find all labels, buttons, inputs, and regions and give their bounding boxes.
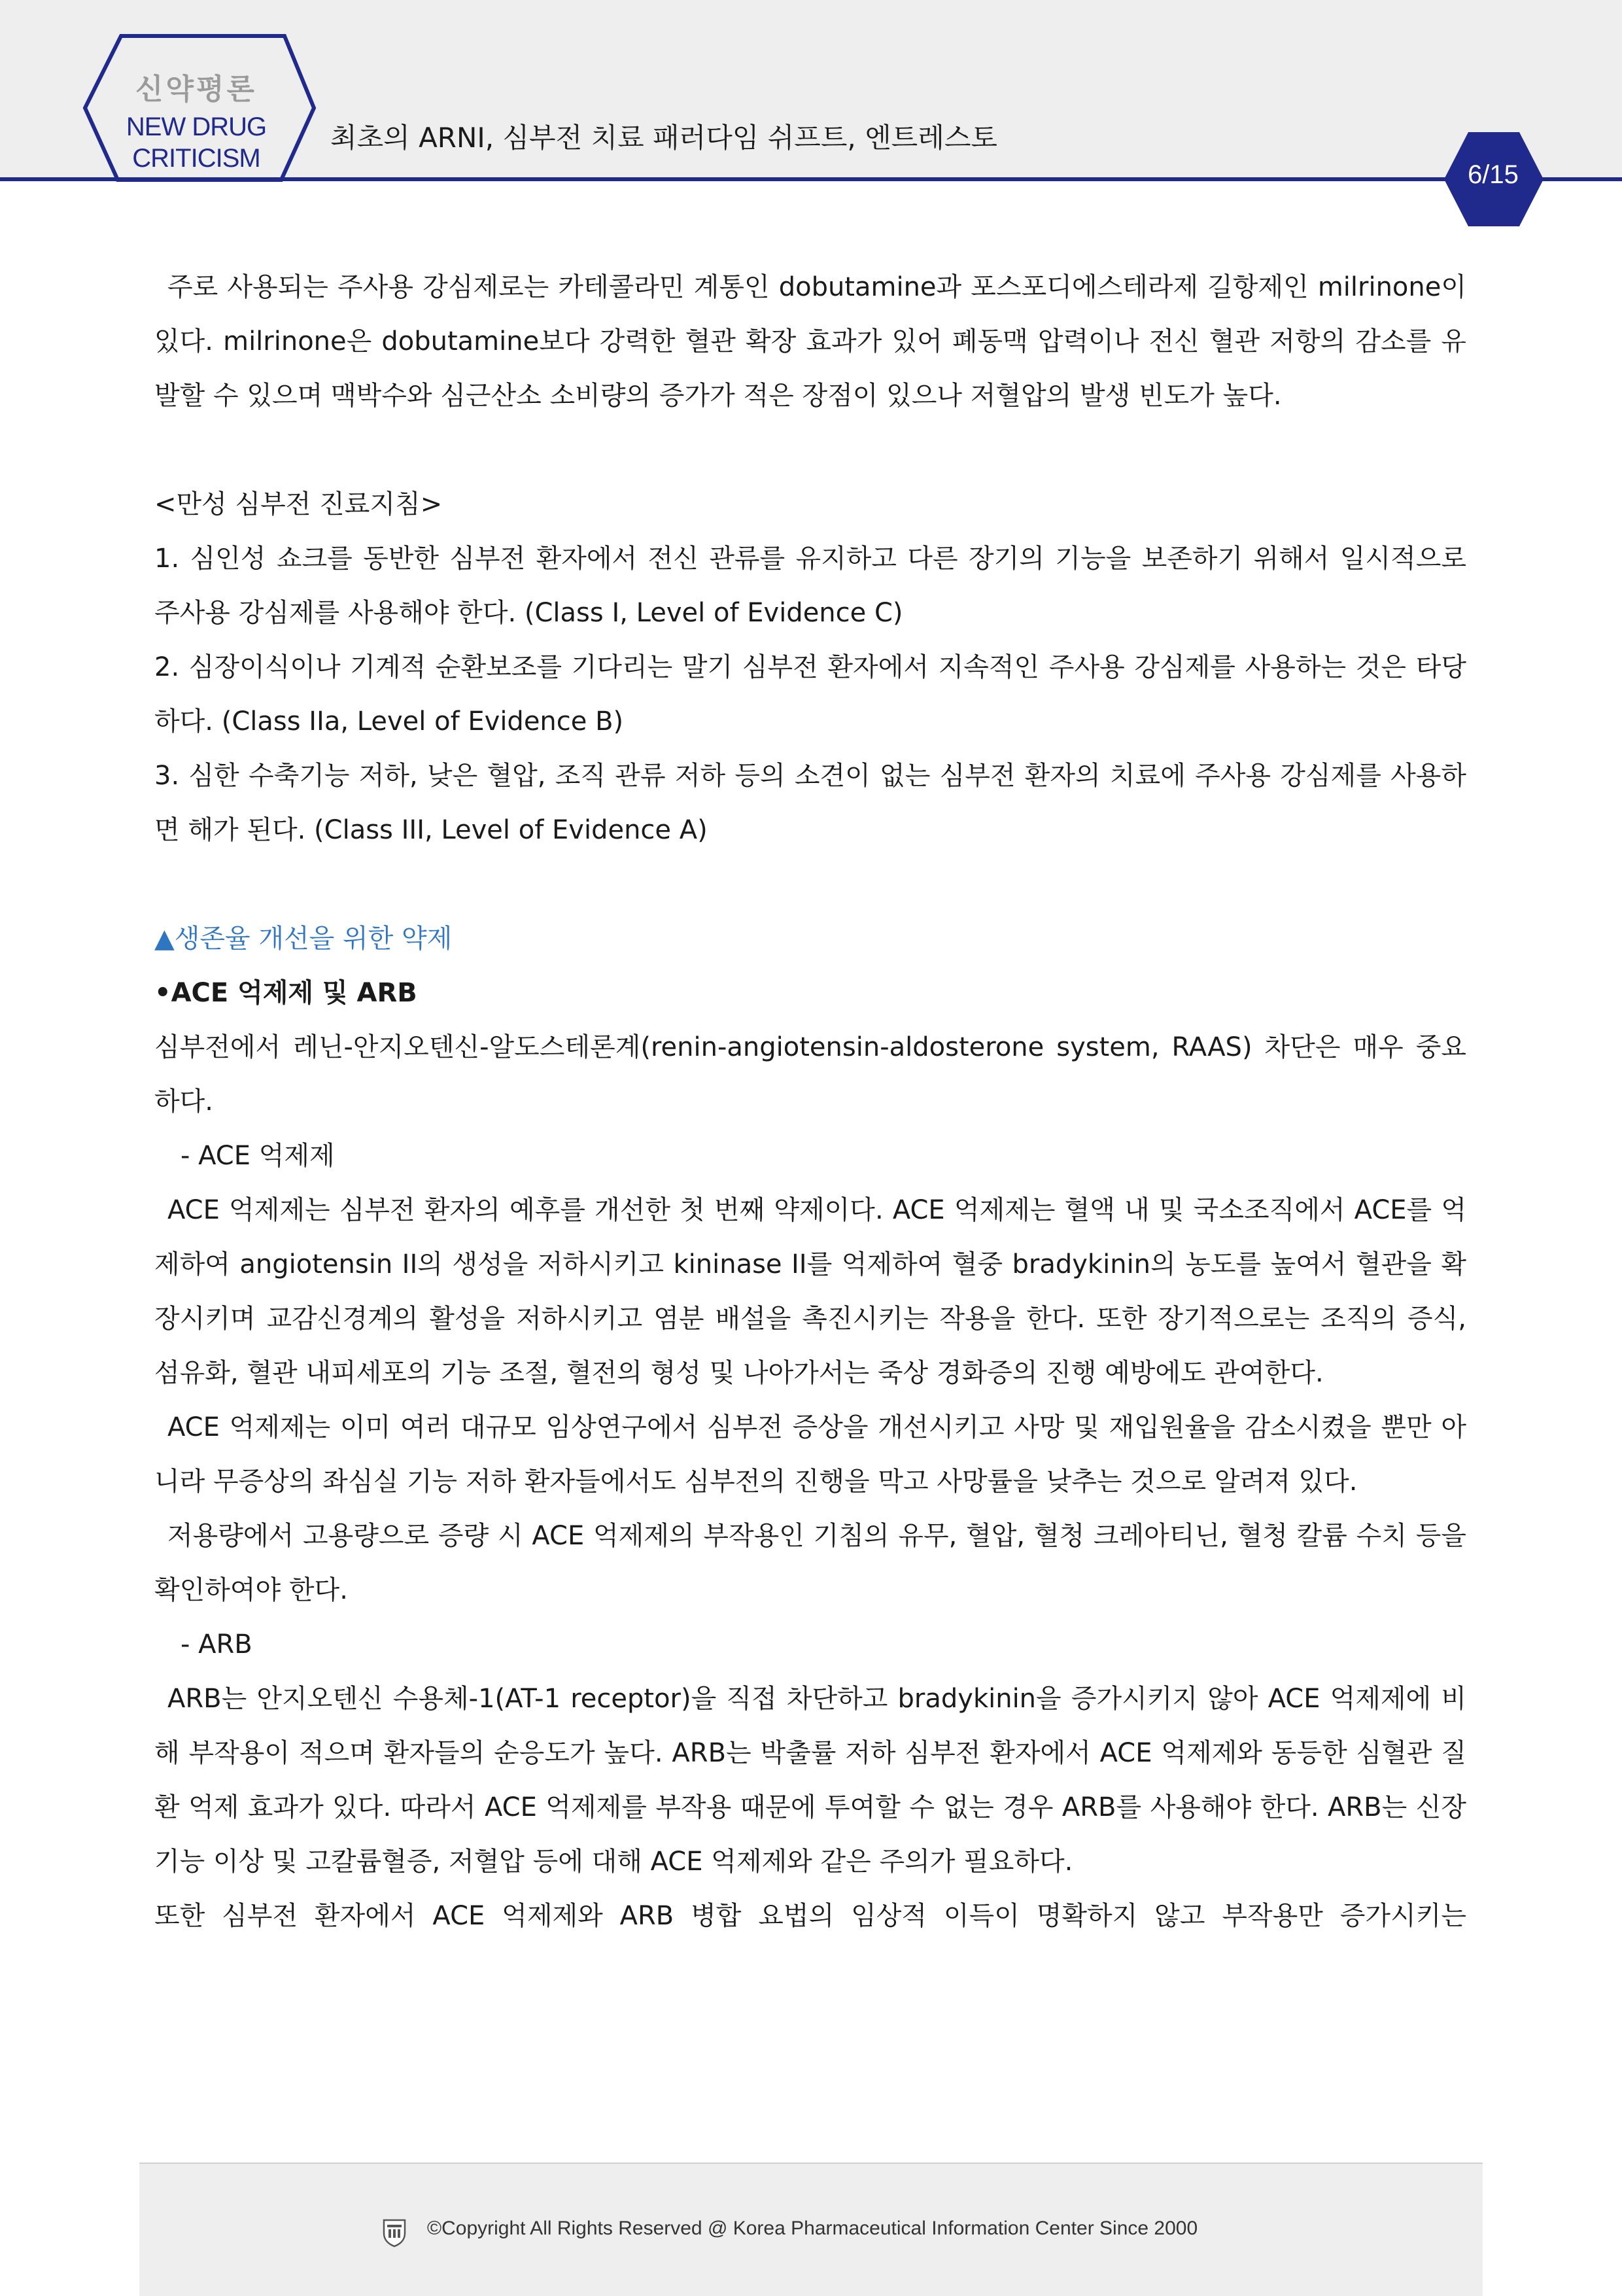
guideline-item-1: 1. 심인성 쇼크를 동반한 심부전 환자에서 전신 관류를 유지하고 다른 장기의 기능을 보존하기 위해서 일시적으로 주사용 강심제를 사용해야 한다. (Class I, Level of Evidence C)	[154, 544, 1466, 628]
logo-english-line1: NEW DRUG	[126, 113, 267, 141]
last-line: 또한 심부전 환자에서 ACE 억제제와 ARB 병합 요법의 임상적 이득이 명확하지 않고 부작용만 증가시키는	[154, 1901, 1466, 1931]
guideline-item-3: 3. 심한 수축기능 저하, 낮은 혈압, 조직 관류 저하 등의 소견이 없는 심부전 환자의 치료에 주사용 강심제를 사용하면 해가 된다. (Class III, Level of Evidence A)	[154, 761, 1466, 845]
ace-item-label: - ACE 억제제	[181, 1141, 335, 1171]
section-heading: ▲생존율 개선을 위한 약제	[154, 924, 453, 954]
ace-paragraph-1: ACE 억제제는 심부전 환자의 예후를 개선한 첫 번째 약제이다. ACE 억제제는 혈액 내 및 국소조직에서 ACE를 억제하여 angiotensin II의 생성을 저하시키고 kininase II를 억제하여 혈중 bradykinin의 농도를 높여서 혈관을 확장시키며 교감신경계의 활성을 저하시키고 염분 배설을 촉진시키는 작용을 한다. 또한 장기적으로는 조직의 증식, 섬유화, 혈관 내피세포의 기능 조절, 혈전의 형성 및 나아가서는 죽상 경화증의 진행 예방에도 관여한다.	[154, 1195, 1466, 1388]
logo-korean: 신약평론	[135, 73, 257, 106]
arb-item-label: - ARB	[181, 1629, 252, 1660]
arb-paragraph: ARB는 안지오텐신 수용체-1(AT-1 receptor)을 직접 차단하고 bradykinin을 증가시키지 않아 ACE 억제제에 비해 부작용이 적으며 환자들의 순응도가 높다. ARB는 박출률 저하 심부전 환자에서 ACE 억제제와 동등한 심혈관 질환 억제 효과가 있다. 따라서 ACE 억제제를 부작용 때문에 투여할 수 없는 경우 ARB를 사용해야 한다. ARB는 신장 기능 이상 및 고칼륨혈증, 저혈압 등에 대해 ACE 억제제와 같은 주의가 필요하다.	[154, 1684, 1466, 1877]
spacer	[154, 858, 1466, 912]
ace-paragraph-2: ACE 억제제는 이미 여러 대규모 임상연구에서 심부전 증상을 개선시키고 사망 및 재입원율을 감소시켰을 뿐만 아니라 무증상의 좌심실 기능 저하 환자들에서도 심부전의 진행을 막고 사망률을 낮추는 것으로 알려져 있다.	[154, 1412, 1466, 1497]
page-number: 6/15	[1468, 160, 1519, 189]
guideline-title: <만성 심부전 진료지침>	[154, 489, 443, 519]
spacer	[154, 423, 1466, 478]
raas-paragraph: 심부전에서 레닌-안지오텐신-알도스테론계(renin-angiotensin-aldosterone system, RAAS) 차단은 매우 중요하다.	[154, 1032, 1466, 1117]
intro-paragraph: 주로 사용되는 주사용 강심제로는 카테콜라민 계통인 dobutamine과 포스포디에스테라제 길항제인 milrinone이 있다. milrinone은 dobutamine보다 강력한 혈관 확장 효과가 있어 폐동맥 압력이나 전신 혈관 저항의 감소를 유발할 수 있으며 맥박수와 심근산소 소비량의 증가가 적은 장점이 있으나 저혈압의 발생 빈도가 높다.	[154, 272, 1466, 411]
document-title: 최초의 ARNI, 심부전 치료 패러다임 쉬프트, 엔트레스토	[330, 122, 997, 154]
guideline-item-2: 2. 심장이식이나 기계적 순환보조를 기다리는 말기 심부전 환자에서 지속적인 주사용 강심제를 사용하는 것은 타당하다. (Class IIa, Level of Evidence B)	[154, 652, 1466, 737]
sub-heading: •ACE 억제제 및 ARB	[154, 978, 417, 1008]
shield-crest-icon	[381, 2218, 407, 2248]
article-body	[154, 260, 1466, 1943]
copyright-notice: ©Copyright All Rights Reserved @ Korea Pharmaceutical Information Center Since 2000	[427, 2218, 1198, 2239]
logo-english	[118, 111, 275, 174]
ace-paragraph-3: 저용량에서 고용량으로 증량 시 ACE 억제제의 부작용인 기침의 유무, 혈압, 혈청 크레아티닌, 혈청 칼륨 수치 등을 확인하여야 한다.	[154, 1521, 1466, 1605]
logo-english-line2: CRITICISM	[132, 144, 260, 173]
footer	[139, 2163, 1483, 2296]
